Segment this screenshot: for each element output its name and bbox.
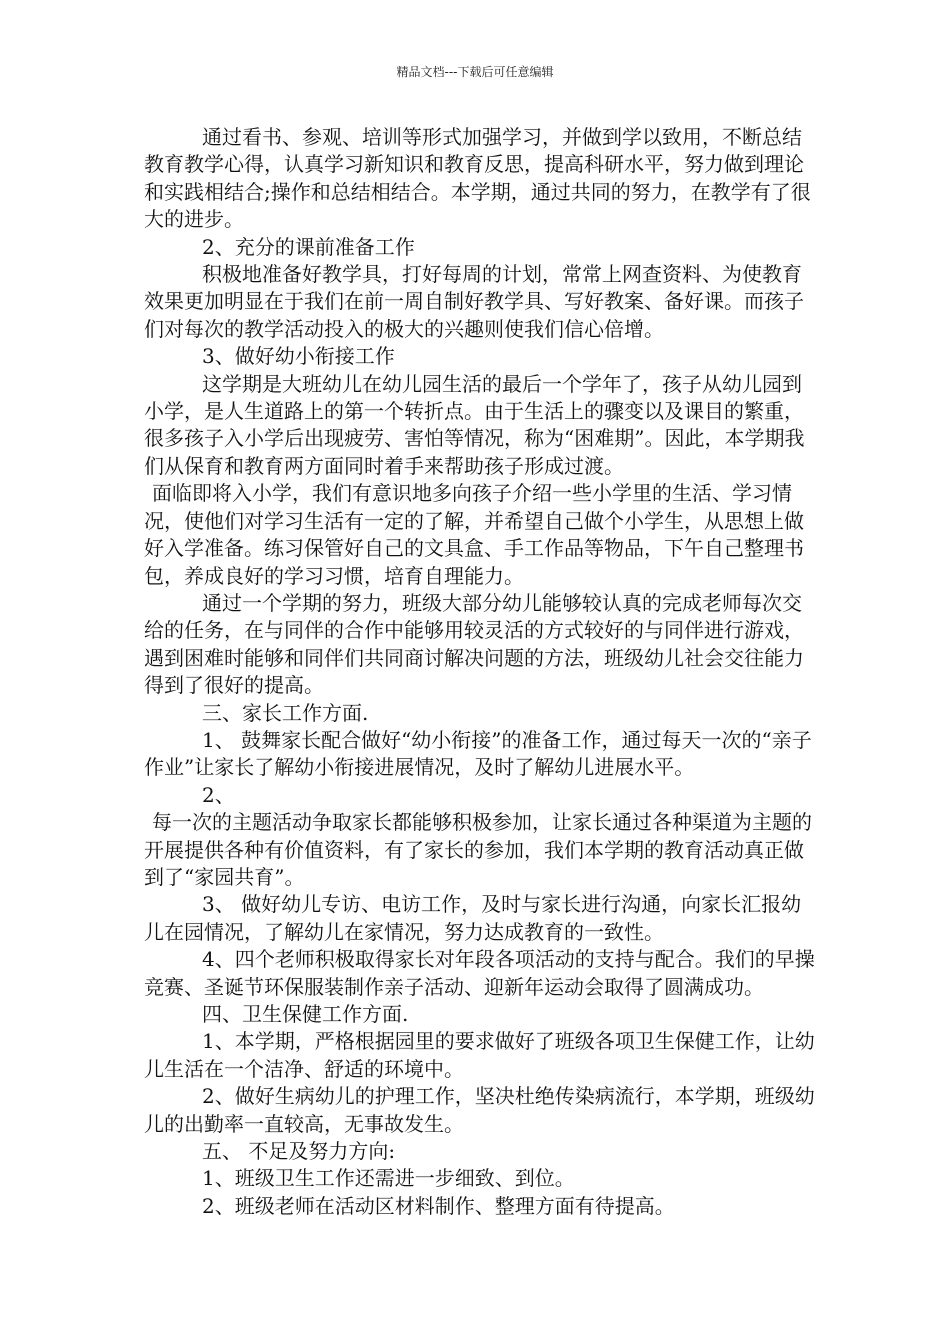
section-heading: 五、 不足及努力方向: bbox=[202, 1139, 396, 1164]
paragraph: 积极地准备好教学具，打好每周的计划，常常上网查资料、为使教育效果更加明显在于我们在前一周自制好教学具、写好教案、备好课。而孩子们对每次的教学活动投入的极大的兴趣则使我们信心倍增。 bbox=[144, 262, 804, 341]
list-item: 1、本学期，严格根据园里的要求做好了班级各项卫生保健工作，让幼儿生活在一个洁净、舒适的环境中。 bbox=[144, 1029, 815, 1081]
paragraph: 通过一个学期的努力，班级大部分幼儿能够较认真的完成老师每次交给的任务，在与同伴的合作中能够用较灵活的方式较好的与同伴进行游戏，遇到困难时能够和同伴们共同商讨解决问题的方法，班级幼儿社会交往能力得到了很好的提高。 bbox=[144, 590, 804, 698]
list-item-number: 2、 bbox=[202, 782, 235, 807]
section-heading: 2、充分的课前准备工作 bbox=[202, 234, 415, 259]
section-heading: 四、卫生保健工作方面. bbox=[202, 1002, 409, 1026]
section-heading: 3、做好幼小衔接工作 bbox=[202, 344, 395, 369]
list-item: 4、四个老师积极取得家长对年段各项活动的支持与配合。我们的早操竞赛、圣诞节环保服装制作亲子活动、迎新年运动会取得了圆满成功。 bbox=[144, 947, 815, 999]
document-body bbox=[144, 124, 816, 1220]
paragraph: 每一次的主题活动争取家长都能够积极参加，让家长通过各种渠道为主题的开展提供各种有价值资料，有了家长的参加，我们本学期的教育活动真正做到了“家园共育”。 bbox=[144, 810, 812, 889]
section-heading: 三、家长工作方面. bbox=[202, 700, 369, 725]
list-item: 3、 做好幼儿专访、电访工作，及时与家长进行沟通，向家长汇报幼儿在园情况，了解幼儿在家情况，努力达成教育的一致性。 bbox=[144, 892, 802, 944]
list-item: 2、做好生病幼儿的护理工作，坚决杜绝传染病流行，本学期，班级幼儿的出勤率一直较高，无事故发生。 bbox=[144, 1084, 815, 1136]
paragraph: 通过看书、参观、培训等形式加强学习，并做到学以致用，不断总结教育教学心得，认真学习新知识和教育反思，提高科研水平，努力做到理论和实践相结合;操作和总结相结合。本学期，通过共同的努力，在教学有了很大的进步。 bbox=[144, 125, 811, 232]
list-item: 1、 鼓舞家长配合做好“幼小衔接”的准备工作，通过每天一次的“亲子作业”让家长了解幼小衔接进展情况，及时了解幼儿进展水平。 bbox=[144, 727, 812, 780]
paragraph: 面临即将入小学，我们有意识地多向孩子介绍一些小学里的生活、学习情况，使他们对学习生活有一定的了解，并希望自己做个小学生，从思想上做好入学准备。练习保管好自己的文具盒、手工作品等物品，下午自己整理书包，养成良好的学习习惯，培育自理能力。 bbox=[144, 481, 804, 588]
list-item: 2、班级老师在活动区材料制作、整理方面有待提高。 bbox=[202, 1193, 675, 1218]
list-item: 1、班级卫生工作还需进一步细致、到位。 bbox=[202, 1166, 575, 1191]
page-header: 精品文档---下载后可任意编辑 bbox=[396, 65, 554, 79]
paragraph: 这学期是大班幼儿在幼儿园生活的最后一个学年了，孩子从幼儿园到小学，是人生道路上的第一个转折点。由于生活上的骤变以及课目的繁重，很多孩子入小学后出现疲劳、害怕等情况，称为“困难期”。因此，本学期我们从保育和教育两方面同时着手来帮助孩子形成过渡。 bbox=[144, 371, 805, 478]
